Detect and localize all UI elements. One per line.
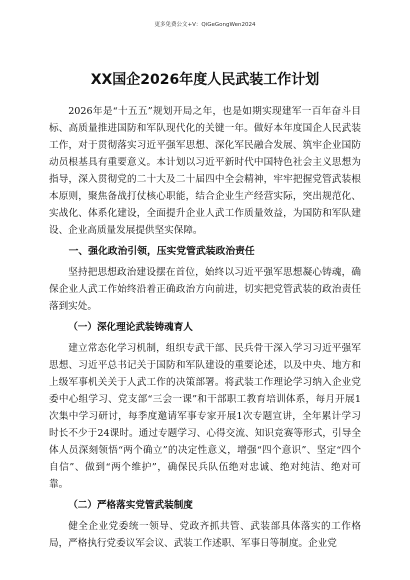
document-title: XX国企2026年度人民武装工作计划 — [90, 72, 320, 88]
subsection-heading: （二）严格落实党管武装制度 — [68, 500, 193, 511]
intro-paragraph: 2026年是“十五五”规划开局之年，也是如期实现建军一百年奋斗目标、高质量推进国防和军队现代化的关键一年。做好本年度国企人民武装工作，对于贯彻落实习近平强军思想、深化军民融合发展、筑牢企业国防动员根基具有重要意义。本计划以习近平新时代中国特色社会主义思想为指导，深入贯彻党的二十大及二十届四中全会精神，牢牢把握党管武装根本原则，聚焦备战打仗核心职能，结合企业生产经营实际，突出规范化、实战化、体系化建设，全面提升企业人武工作质量效益，为国防和军队建设、企业高质量发展提供坚实保障。 — [49, 106, 361, 236]
subsection-paragraph: 建立常态化学习机制，组织专武干部、民兵骨干深入学习习近平强军思想、习近平总书记关于国防和军队建设的重要论述，以及中央、地方和上级军事机关关于人武工作的决策部署。将武装工作理论学习纳入企业党委中心组学习、党支部“三会一课”和干部职工教育培训体系，每月开展1次集中学习研讨，每季度邀请军事专家开展1次专题宣讲，全年累计学习时长不少于24课时。通过专题学习、心得交流、知识竞赛等形式，引导全体人员深刻领悟“两个确立”的决定性意义，增强“四个意识”、坚定“四个自信”、做到“两个维护”，确保民兵队伍绝对忠诚、绝对纯洁、绝对可靠。 — [49, 343, 361, 490]
section-paragraph: 坚持把思想政治建设摆在首位，始终以习近平强军思想凝心铸魂，确保企业人武工作始终沿着正确政治方向前进，切实把党管武装的政治责任落到实处。 — [49, 267, 361, 312]
section-heading: 一、强化政治引领，压实党管武装政治责任 — [68, 246, 255, 257]
subsection-heading: （一）深化理论武装铸魂育人 — [68, 322, 193, 333]
subsection-paragraph: 健全企业党委统一领导、党政齐抓共管、武装部具体落实的工作格局，严格执行党委议军会议、武装工作述职、军事日等制度。企业党 — [49, 521, 361, 549]
header-note: 更多免费公文+V：QiGeGongWen2024 — [154, 22, 256, 28]
